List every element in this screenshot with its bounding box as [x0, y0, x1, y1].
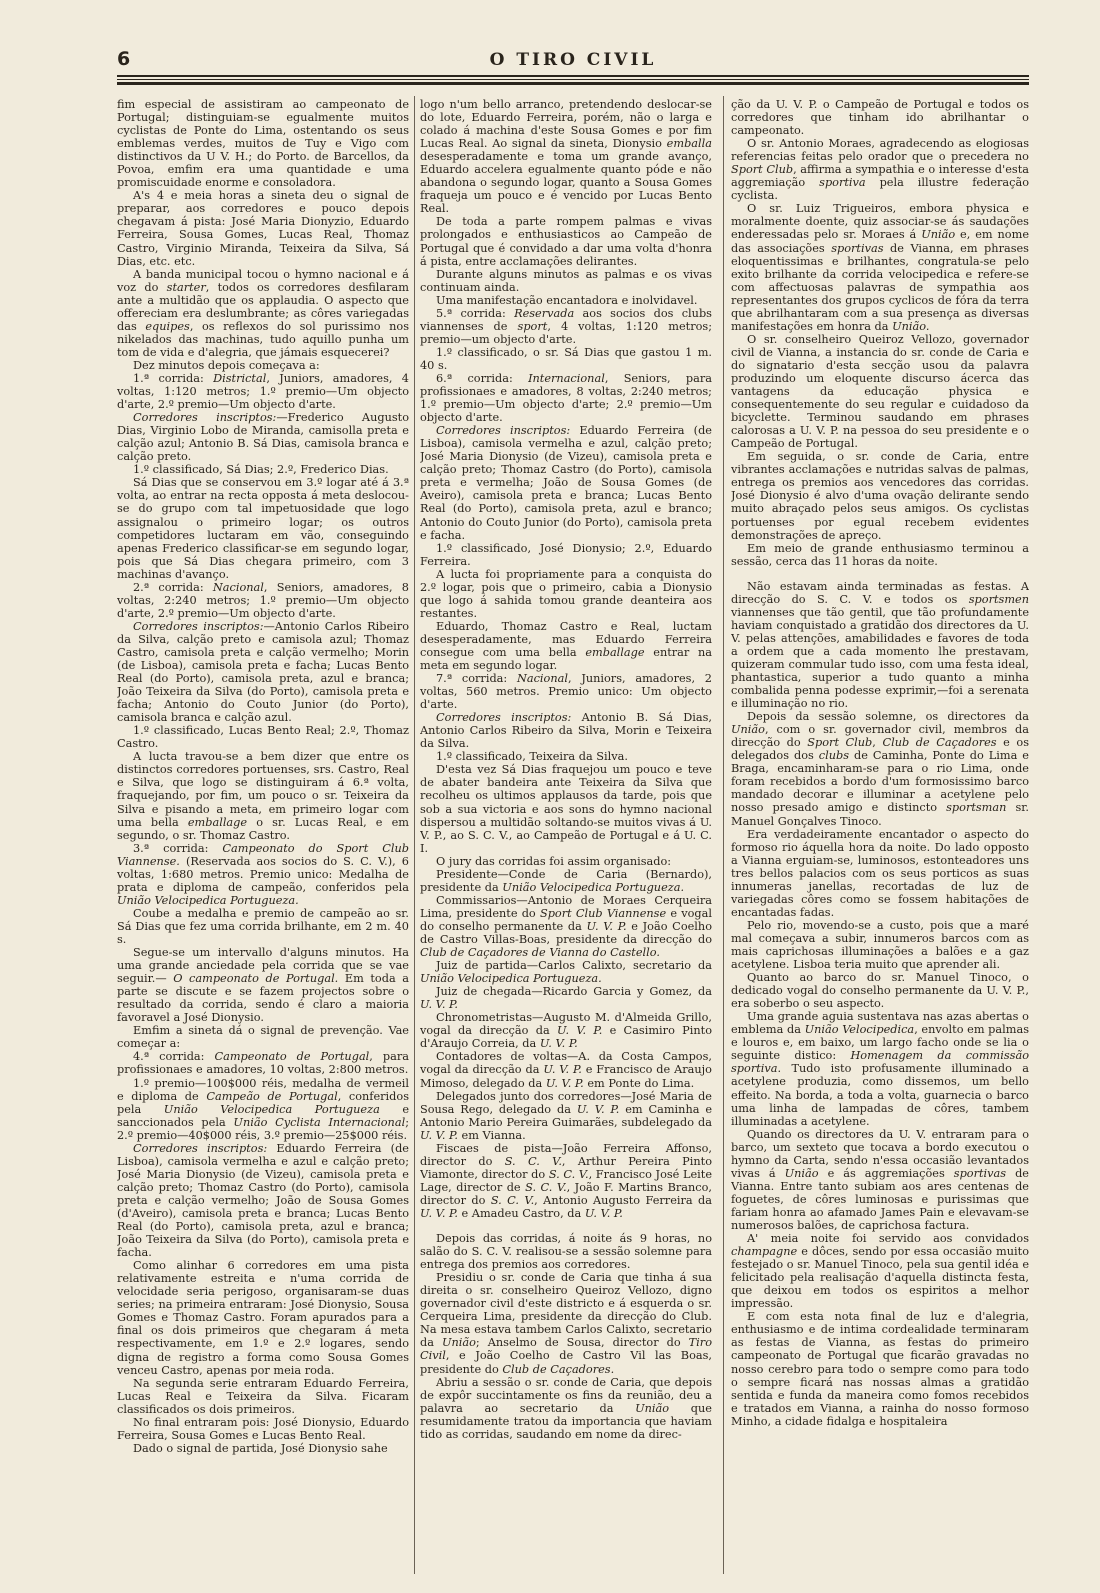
paragraph: Fiscaes de pista—João Ferreira Affonso, director do S. C. V., Arthur Pereira Pinto Viamonte, director do S. C. V., Francisco José Leite Lage, director de S. C. V., João F. Martins Branco, director do S. C. V., Antonio Augusto Ferreira da U. V. P. e Amadeu Castro, da U. V. P.	[420, 1141, 712, 1220]
paragraph: Juiz de partida—Carlos Calixto, secretario da União Velocipedica Portugueza.	[420, 959, 712, 986]
paragraph: Uma grande aguia sustentava nas azas abertas o emblema da União Velocipedica, envolto em palmas e louros e, em baixo, um largo facho onde se lia o seguinte distico: Homenagem da commissão sportiva. Tudo isto profusamente illuminado a acetylene produzia, como dissemos, um bello effeito. Na borda, a toda a volta, guarnecia o barco uma linha de lampadas de côres, tambem illuminadas a acetylene.	[731, 1010, 1029, 1128]
paragraph: Durante alguns minutos as palmas e os vivas continuam ainda.	[420, 267, 712, 294]
header-rule	[117, 79, 1029, 80]
paragraph: Corredores inscriptos: Eduardo Ferreira (de Lisboa), camisola vermelha e azul, calção preto; José Maria Dionysio (de Vizeu), camisola preta e calção preto; Thomaz Castro (do Porto), camisola preta e vermelha; João de Sousa Gomes (de Aveiro), camisola preta e branca; Lucas Bento Real (do Porto), camisola preta, azul e branco; Antonio do Couto Junior (do Porto), camisola preta e facha.	[420, 424, 712, 542]
paragraph: Não estavam ainda terminadas as festas. A direcção do S. C. V. e todos os sportsmen viannenses que tão gentil, que tão profundamente haviam conquistado a gratidão dos directores da U. V. pelas attenções, amabilidades e favores de toda a ordem que a cada momento lhe prestavam, quizeram commular tudo isso, com uma festa ideal, phantastica, superior a tudo quanto a minha combalida penna podesse exprimir,—foi a serenata e illuminação no rio.	[731, 579, 1029, 711]
paragraph: Era verdadeiramente encantador o aspecto do formoso rio áquella hora da noite. Do lado opposto a Vianna erguiam-se, luminosos, estonteadores uns tres bellos palacios com os seus porticos as suas innumeras janellas, recortadas de luz de variegadas côres como se fossem habitações de encantadas fadas.	[731, 827, 1029, 919]
paragraph: O sr. Antonio Moraes, agradecendo as elogiosas referencias feitas pelo orador que o precedera no Sport Club, affirma a sympathia e o interesse d'esta aggremiação sportiva pela illustre federação cyclista.	[731, 137, 1029, 203]
paragraph: Presidiu o sr. conde de Caria que tinha á sua direita o sr. conselheiro Queiroz Vellozo, digno governador civil d'este districto e á esquerda o sr. Cerqueira Lima, presidente da direcção do Club. Na mesa estava tambem Carlos Calixto, secretario da União; Anselmo de Sousa, director do Tiro Civil, e João Coelho de Castro Vil las Boas, presidente do Club de Caçadores.	[420, 1271, 712, 1376]
paragraph: No final entraram pois: José Dionysio, Eduardo Ferreira, Sousa Gomes e Lucas Bento Real.	[117, 1415, 409, 1442]
paragraph: Delegados junto dos corredores—José Maria de Sousa Rego, delegado da U. V. P. em Caminha e Antonio Mario Pereira Guimarães, subdelegado da U. V. P. em Vianna.	[420, 1089, 712, 1142]
paragraph: Dado o signal de partida, José Dionysio sahe	[133, 1441, 388, 1455]
column-divider	[723, 96, 724, 1574]
paragraph: Como alinhar 6 corredores em uma pista relativamente estreita e n'uma corrida de velocidade seria perigoso, organisaram-se duas series; na primeira entraram: José Dionysio, Sousa Gomes e Thomaz Castro. Foram apurados para a final os dois primeiros que chegaram á meta respectivamente, em 1.º e 2.º logares, sendo digna de registro a forma como Sousa Gomes venceu Castro, apenas por meia roda.	[117, 1259, 409, 1377]
paragraph: Corredores inscriptos:—Antonio Carlos Ribeiro da Silva, calção preto e camisola azul; Thomaz Castro, camisola preta e calção vermelho; Morin (de Lisboa), camisola preta e facha; Lucas Bento Real (do Porto), camisola preta, azul e branca; João Teixeira da Silva (do Porto), camisola preta e facha; Antonio do Couto Junior (do Porto), camisola branca e calção azul.	[117, 619, 409, 725]
paragraph: 1.º classificado, Sá Dias; 2.º, Frederico Dias.	[133, 463, 389, 477]
paragraph: 1.º classificado, Lucas Bento Real; 2.º, Thomaz Castro.	[117, 724, 409, 751]
paragraph: Contadores de voltas—A. da Costa Campos, vogal da direcção da U. V. P. e Francisco de Araujo Mimoso, delegado da U. V. P. em Ponte do Lima.	[420, 1050, 712, 1090]
paragraph: 1.ª corrida: Districtal, Juniors, amadores, 4 voltas, 1:120 metros; 1.º premio—Um objecto d'arte, 2.º premio—Um objecto d'arte.	[117, 371, 409, 412]
paragraph: Quando os directores da U. V. entraram para o barco, um sexteto que tocava a bordo executou o hymno da Carta, sendo n'essa occasião levantados vivas á União e ás aggremiações sportivas de Vianna. Entre tanto subiam aos ares centenas de foguetes, de côres luminosas e purissimas que fariam honra ao afamado James Pain e elevavam-se numerosos balões, de caprichosa factura.	[731, 1127, 1029, 1232]
paragraph: A lucta foi propriamente para a conquista do 2.º logar, pois que o primeiro, cabia a Dionysio que logo á sahida tomou grande deanteira aos restantes.	[420, 567, 712, 620]
paragraph: De toda a parte rompem palmas e vivas prolongados e enthusiasticos ao Campeão de Portugal que é convidado a dar uma volta d'honra á pista, entre acclamações delirantes.	[420, 215, 712, 268]
paragraph: A' meia noite foi servido aos convidados champagne e dôces, sendo por essa occasião muito festejado o sr. Manuel Tinoco, pela sua gentil idéa e felicitado pela realisação d'aquella distincta festa, que deixou em todos os espiritos a melhor impressão.	[731, 1232, 1029, 1311]
paragraph: Em meio de grande enthusiasmo terminou a sessão, cerca das 11 horas da noite.	[731, 541, 1029, 568]
paragraph: 1.º classificado, José Dionysio; 2.º, Eduardo Ferreira.	[420, 541, 712, 568]
page-number: 6	[117, 48, 131, 70]
paragraph: Emfim a sineta dá o signal de prevenção. Vae começar a:	[117, 1024, 409, 1051]
paragraph: Sá Dias que se conservou em 3.º logar até á 3.ª volta, ao entrar na recta opposta á meta deslocou-se do grupo com tal impetuosidade que logo assignalou o primeiro logar; os outros competidores luctaram em vão, conseguindo apenas Frederico classificar-se em segundo logar, pois que Sá Dias chegara primeiro, com 3 machinas d'avanço.	[117, 476, 409, 581]
paragraph: Commissarios—Antonio de Moraes Cerqueira Lima, presidente do Sport Club Viannense e vogal do conselho permanente da U. V. P. e João Coelho de Castro Villas-Boas, presidente da direcção do Club de Caçadores de Vianna do Castello.	[420, 893, 712, 960]
paragraph: Depois da sessão solemne, os directores da União, com o sr. governador civil, membros da direcção do Sport Club, Club de Caçadores e os delegados dos clubs de Caminha, Ponte do Lima e Braga, encaminharam-se para o rio Lima, onde foram recebidos a bordo d'um formosissimo barco mandado decorar e illuminar a acetylene pelo nosso presado amigo e distincto sportsman sr. Manuel Gonçalves Tinoco.	[731, 710, 1029, 828]
paragraph: fim especial de assistiram ao campeonato de Portugal; distinguiam-se egualmente muitos cyclistas de Ponte do Lima, ostentando os seus emblemas verdes, muitos de Tuy e Vigo com distinctivos da U V. H.; do Porto. de Barcellos, da Povoa, emfim era uma quantidade e uma promiscuidade enorme e consoladora.	[117, 98, 409, 190]
paragraph: 7.ª corrida: Nacional, Juniors, amadores, 2 voltas, 560 metros. Premio unico: Um objecto d'arte.	[420, 672, 712, 712]
paragraph: O jury das corridas foi assim organisado:	[436, 854, 672, 868]
text-column-3	[731, 98, 1029, 1576]
paragraph: E com esta nota final de luz e d'alegria, enthusiasmo e de intima cordealidade terminaram as festas de Vianna, as festas do primeiro campeonato de Portugal que ficarão gravadas no nosso cerebro para todo o sempre como para todo o sempre ficará nas nossas almas a gratidão sentida e funda da maneira como fomos recebidos e tratados em Vianna, a rainha do nosso formoso Minho, a cidade fidalga e hospitaleira	[731, 1310, 1029, 1428]
paragraph: 5.ª corrida: Reservada aos socios dos clubs viannenses de sport, 4 voltas, 1:120 metros; premio—um objecto d'arte.	[420, 306, 712, 346]
paragraph: A lucta travou-se a bem dizer que entre os distinctos corredores portuenses, srs. Castro, Real e Silva, que logo se distinguiram á 6.ª volta, fraquejando, por fim, um pouco o sr. Teixeira da Silva e pisando a meta, em primeiro logar com uma bella emballage o sr. Lucas Real, e em segundo, o sr. Thomaz Castro.	[117, 750, 409, 842]
paragraph: Corredores inscriptos:—Frederico Augusto Dias, Virginio Lobo de Miranda, camisolla preta e calção azul; Antonio B. Sá Dias, camisola branca e calção preto.	[117, 411, 409, 464]
text-column-2	[420, 98, 712, 1576]
paragraph: Uma manifestação encantadora e inolvidavel.	[436, 293, 698, 307]
paragraph: Pelo rio, movendo-se a custo, pois que a maré mal começava a subir, innumeros barcos com as mais caprichosas illuminações a balões e a gaz acetylene. Lisboa teria muito que aprender ali.	[731, 918, 1029, 972]
paragraph: Abriu a sessão o sr. conde de Caria, que depois de expôr succintamente os fins da reunião, deu a palavra ao secretario da União que resumidamente tratou da importancia que haviam tido as corridas, saudando em nome da direc-	[420, 1375, 712, 1441]
paragraph: 6.ª corrida: Internacional, Seniors, para profissionaes e amadores, 8 voltas, 2:240 metros; 1.º premio—Um objecto d'arte; 2.º premio—Um objecto d'arte.	[420, 371, 712, 425]
newspaper-title: O TIRO CIVIL	[489, 50, 657, 70]
paragraph: 1.º classificado, o sr. Sá Dias que gastou 1 m. 40 s.	[420, 345, 712, 372]
column-divider	[414, 96, 415, 1574]
paragraph: Em seguida, o sr. conde de Caria, entre vibrantes acclamações e nutridas salvas de palmas, entrega os premios aos vencedores das corridas. José Dionysio é alvo d'uma ovação delirante sendo muito abraçado pelos seus amigos. Os cyclistas portuenses por egual recebem evidentes demonstrações de apreço.	[731, 450, 1029, 542]
paragraph: Coube a medalha e premio de campeão ao sr. Sá Dias que fez uma corrida brilhante, em 2 m. 40 s.	[117, 906, 409, 946]
paragraph: Na segunda serie entraram Eduardo Ferreira, Lucas Real e Teixeira da Silva. Ficaram classificados os dois primeiros.	[117, 1376, 409, 1416]
paragraph: O sr. Luiz Trigueiros, embora physica e moralmente doente, quiz associar-se ás saudações enderessadas pelo sr. Moraes á União e, em nome das associações sportivas de Vianna, em phrases eloquentissimas e brilhantes, congratula-se pelo exito brilhante da corrida velocipedica e refere-se com affectuosas palavras de sympathia aos representantes dos grupos cyclicos de fóra da terra que abrilhantaram com a sua presença as diversas manifestações em honra da União.	[731, 202, 1029, 333]
paragraph: Corredores inscriptos: Eduardo Ferreira (de Lisboa), camisola vermelha e azul e calção preto; José Maria Dionysio (de Vizeu), camisola preta e calção preto; Thomaz Castro (do Porto), camisola preta e calção vermelho; João de Sousa Gomes (d'Aveiro), camisola preta e branca; Lucas Bento Real (do Porto), camisola preta, azul e branca; João Teixeira da Silva (do Porto), camisola preta e facha.	[117, 1141, 409, 1260]
paragraph: Juiz de chegada—Ricardo Garcia y Gomez, da U. V. P.	[420, 985, 712, 1012]
paragraph: 1.º premio—100$000 réis, medalha de vermeil e diploma de Campeão de Portugal, conferidos pela União Velocipedica Portugueza e sanccionados pela União Cyclista Internacional; 2.º premio—40$000 réis, 3.º premio—25$000 réis.	[117, 1076, 409, 1142]
paragraph: Corredores inscriptos: Antonio B. Sá Dias, Antonio Carlos Ribeiro da Silva, Morin e Teixeira da Silva.	[420, 711, 712, 751]
paragraph: Chronometristas—Augusto M. d'Almeida Grillo, vogal da direcção da U. V. P. e Casimiro Pinto d'Araujo Correia, da U. V. P.	[420, 1011, 712, 1051]
paragraph: Dez minutos depois começava a:	[133, 358, 320, 372]
paragraph: logo n'um bello arranco, pretendendo deslocar-se do lote, Eduardo Ferreira, porém, não o larga e colado á machina d'este Sousa Gomes e por fim Lucas Real. Ao signal da sineta, Dionysio emballa desesperadamente e toma um grande avanço, Eduardo accelera egualmente quanto póde e não abandona o segundo logar, quanto a Sousa Gomes fraqueja um pouco e é vencido por Lucas Bento Real.	[420, 98, 712, 216]
paragraph: A's 4 e meia horas a sineta deu o signal de preparar, aos corredores e pouco depois chegavam á pista: José Maria Dionyzio, Eduardo Ferreira, Sousa Gomes, Lucas Real, Thomaz Castro, Virginio Miranda, Teixeira da Silva, Sá Dias, etc. etc.	[117, 189, 409, 268]
header-rule	[117, 75, 1029, 77]
paragraph: A banda municipal tocou o hymno nacional e á voz do starter, todos os corredores desfilaram ante a multidão que os applaudia. O aspecto que offereciam era deslumbrante; as côres variegadas das equipes, os reflexos do sol purissimo nos nikelados das machinas, tudo aquillo punha um tom de vida e d'alegria, que jámais esquecerei?	[117, 267, 409, 359]
page-header	[117, 48, 1029, 76]
paragraph: Depois das corridas, á noite ás 9 horas, no salão do S. C. V. realisou-se a sessão solemne para entrega dos premios aos corredores.	[420, 1232, 712, 1272]
paragraph: Segue-se um intervallo d'alguns minutos. Ha uma grande anciedade pela corrida que se vae seguir.— O campeonato de Portugal. Em toda a parte se discute e se fazem projectos sobre o resultado da corrida, sendo é claro a maioria favoravel a José Dionysio.	[117, 946, 409, 1025]
header-rule	[117, 82, 1029, 85]
paragraph: ção da U. V. P. o Campeão de Portugal e todos os corredores que tinham ido abrilhantar o campeonato.	[731, 98, 1029, 138]
paragraph: Presidente—Conde de Caria (Bernardo), presidente da União Velocipedica Portugueza.	[420, 867, 712, 894]
text-column-1	[117, 98, 409, 1576]
paragraph: O sr. conselheiro Queiroz Vellozo, governador civil de Vianna, a instancia do sr. conde de Caria e do signatario d'esta secção usou da palavra produzindo um eloquente discurso ácerca das vantagens da educação physica e consequentemente do seu regular e cuidadoso da bicyclette. Terminou saudando em phrases calorosas a U. V. P. na pessoa do seu presidente e o Campeão de Portugal.	[731, 332, 1029, 451]
paragraph: 4.ª corrida: Campeonato de Portugal, para profissionaes e amadores, 10 voltas, 2:800 metros.	[117, 1050, 409, 1077]
paragraph: Quanto ao barco do sr. Manuel Tinoco, o dedicado vogal do conselho permanente da U. V. P., era soberbo o seu aspecto.	[731, 971, 1029, 1011]
paragraph: 2.ª corrida: Nacional, Seniors, amadores, 8 voltas, 2:240 metros; 1.º premio—Um objecto d'arte, 2.º premio—Um objecto d'arte.	[117, 580, 409, 620]
paragraph: D'esta vez Sá Dias fraquejou um pouco e teve de abater bandeira ante Teixeira da Silva que recolheu os ultimos applausos da tarde, pois que sob a sua victoria e aos sons do hymno nacional dispersou a multidão soltando-se muitos vivas á U. V. P., ao S. C. V., ao Campeão de Portugal e á U. C. I.	[420, 763, 712, 855]
paragraph: Eduardo, Thomaz Castro e Real, luctam desesperadamente, mas Eduardo Ferreira consegue com uma bella emballage entrar na meta em segundo logar.	[420, 619, 712, 673]
paragraph: 3.ª corrida: Campeonato do Sport Club Viannense. (Reservada aos socios do S. C. V.), 6 voltas, 1:680 metros. Premio unico: Medalha de prata e diploma de campeão, conferidos pela União Velocipedica Portugueza.	[117, 841, 409, 907]
paragraph: 1.º classificado, Teixeira da Silva.	[436, 750, 628, 764]
